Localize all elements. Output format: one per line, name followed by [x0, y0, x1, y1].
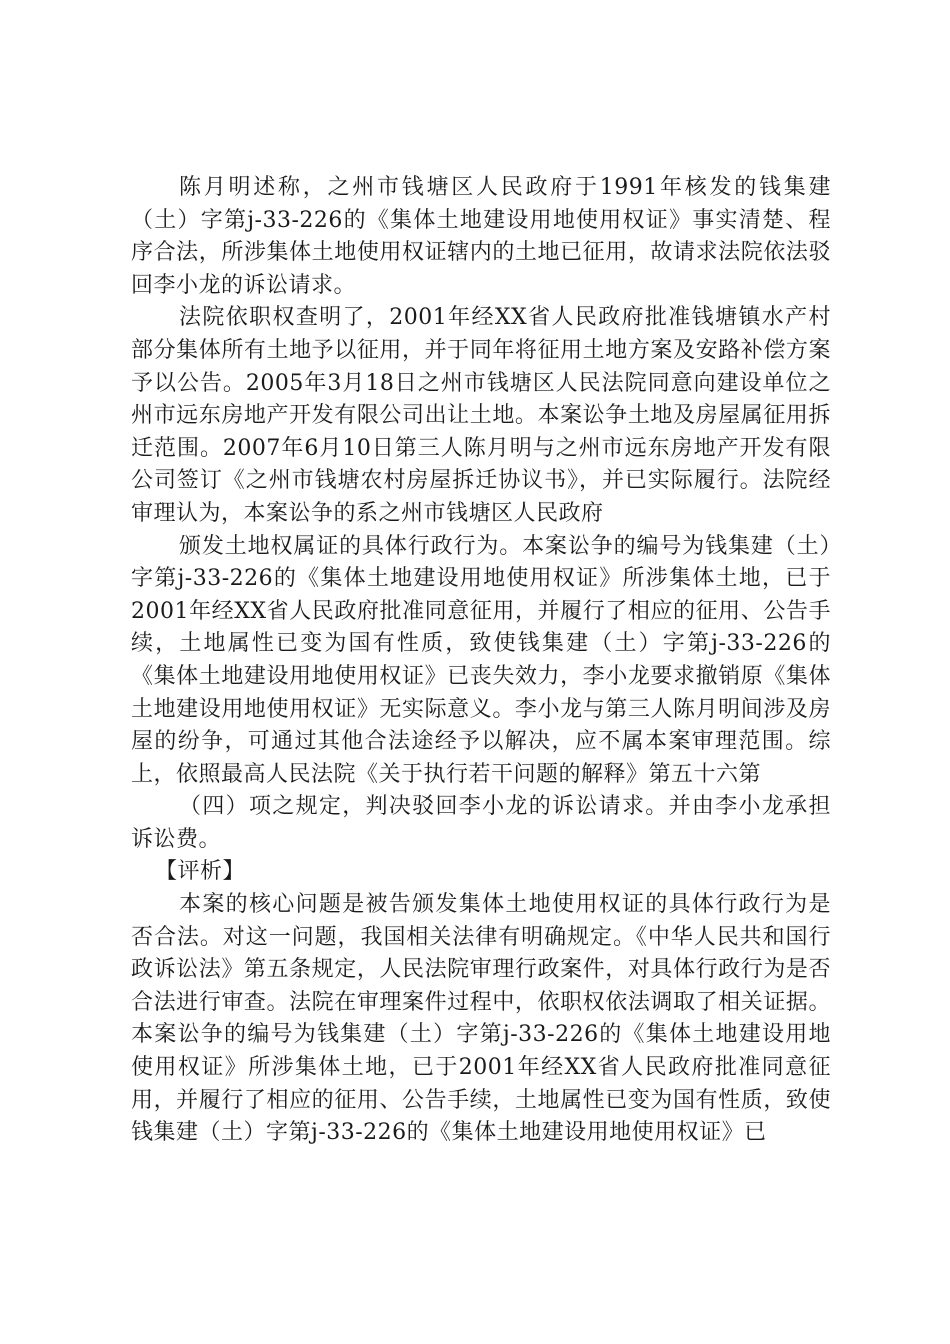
paragraph-court-findings: 法院依职权查明了，2001年经XX省人民政府批准钱塘镇水产村部分集体所有土地予以征用，并于同年将征用土地方案及安路补偿方案予以公告。2005年3月18日之州市钱塘区人民法院同意向建设单位之州市远东房地产开发有限公司出让土地。本案讼争土地及房屋属征用拆迁范围。2007年6月10日第三人陈月明与之州市远东房地产开发有限公司签订《之州市钱塘农村房屋拆迁协议书》，并已实际履行。法院经审理认为，本案讼争的系之州市钱塘区人民政府 — [131, 305, 831, 526]
section-heading-analysis: 【评析】 — [155, 859, 246, 885]
paragraph-defendant-statement: 陈月明述称，之州市钱塘区人民政府于1991年核发的钱集建（土）字第j-33-226的《集体土地建设用地使用权证》事实清楚、程序合法，所涉集体土地使用权证辖内的土地已征用，故请求法院依法驳回李小龙的诉讼请求。 — [131, 175, 831, 298]
paragraph-judgment: （四）项之规定，判决驳回李小龙的诉讼请求。并由李小龙承担诉讼费。 — [131, 794, 831, 852]
document-body — [131, 172, 831, 1150]
paragraph-analysis: 本案的核心问题是被告颁发集体土地使用权证的具体行政行为是否合法。对这一问题，我国相关法律有明确规定。《中华人民共和国行政诉讼法》第五条规定，人民法院审理行政案件，对具体行政行为是否合法进行审查。法院在审理案件过程中，依职权依法调取了相关证据。本案讼争的编号为钱集建（土）字第j-33-226的《集体土地建设用地使用权证》所涉集体土地，已于2001年经XX省人民政府批准同意征用，并履行了相应的征用、公告手续，土地属性已变为国有性质，致使钱集建（土）字第j-33-226的《集体土地建设用地使用权证》已 — [131, 892, 831, 1146]
paragraph-court-reasoning: 颁发土地权属证的具体行政行为。本案讼争的编号为钱集建（土）字第j-33-226的《集体土地建设用地使用权证》所涉集体土地，已于2001年经XX省人民政府批准同意征用，并履行了相应的征用、公告手续，土地属性已变为国有性质，致使钱集建（土）字第j-33-226的《集体土地建设用地使用权证》已丧失效力，李小龙要求撤销原《集体土地建设用地使用权证》无实际意义。李小龙与第三人陈月明间涉及房屋的纷争，可通过其他合法途经予以解决，应不属本案审理范围。综上，依照最高人民法院《关于执行若干问题的解释》第五十六第 — [131, 533, 831, 787]
